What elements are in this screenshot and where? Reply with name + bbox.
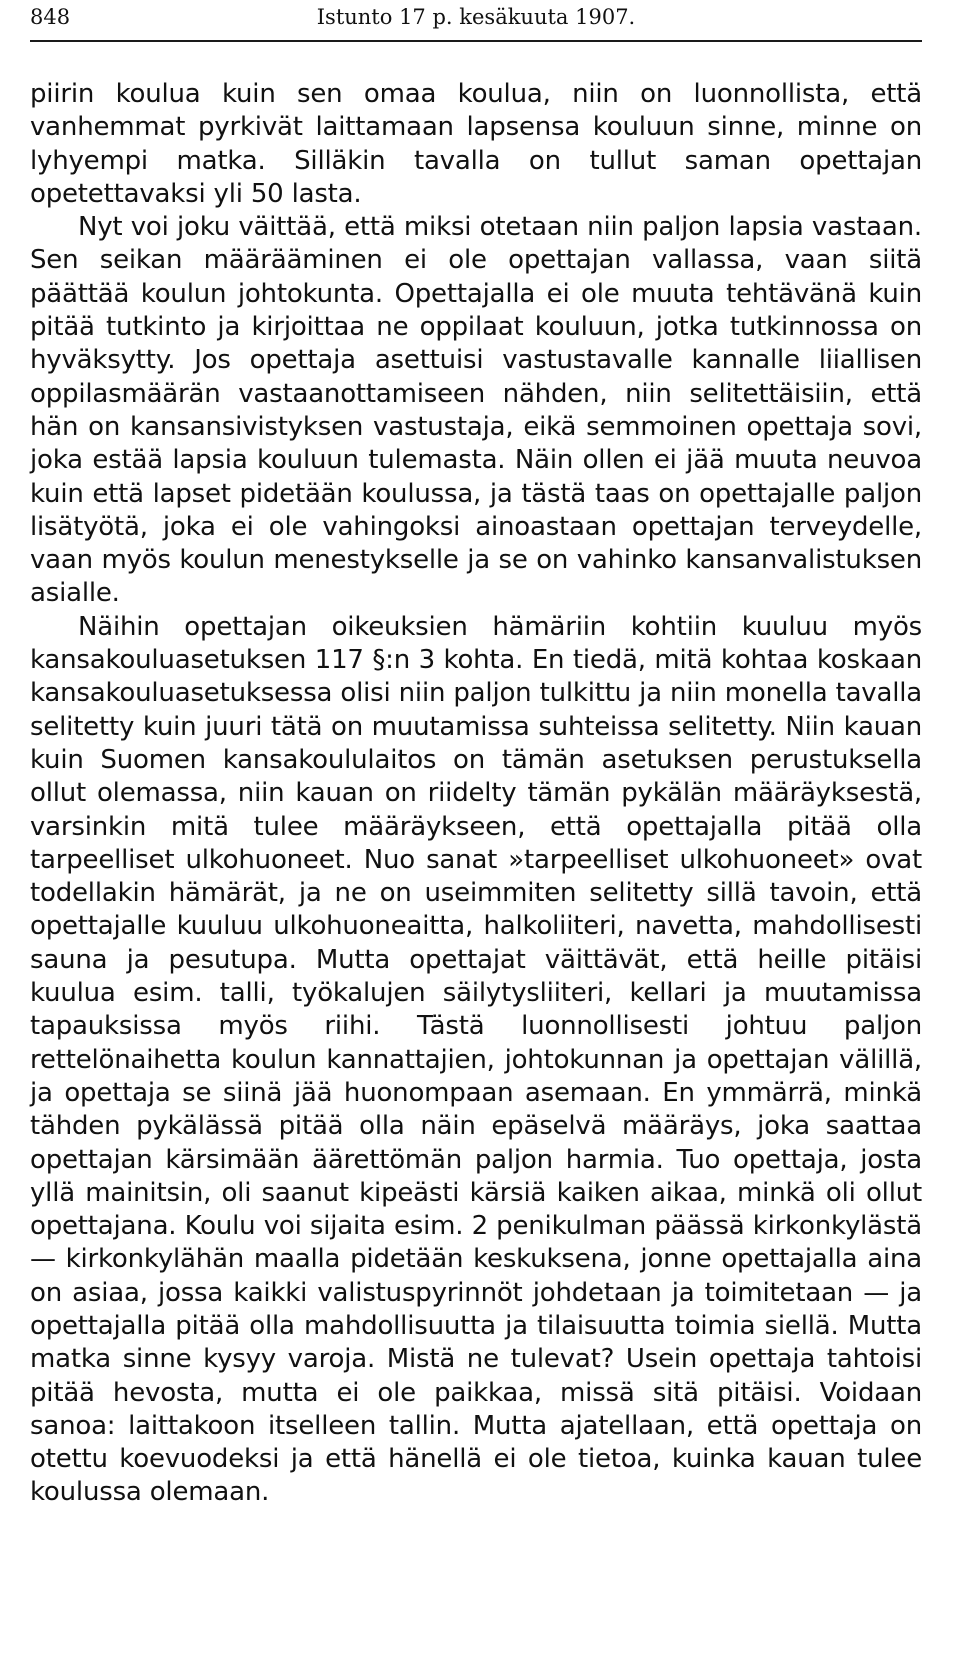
page-number: 848 <box>30 5 71 29</box>
paragraph: Nyt voi joku väittää, että miksi otetaan niin paljon lapsia vastaan. Sen seikan määrääminen ei ole opettajan vallassa, vaan siitä päättää koulun johtokunta. Opettajalla ei ole muuta tehtävänä kuin pitää tutkinto ja kirjoittaa ne oppilaat kouluun, jotka tutkinnossa on hyväksytty. Jos opettaja asettuisi vastustavalle kannalle liiallisen oppilasmäärän vastaanottamiseen nähden, niin selitettäisiin, että hän on kansansivistyksen vastustaja, eikä semmoinen opettaja sovi, joka estää lapsia kouluun tulemasta. Näin ollen ei jää muuta neuvoa kuin että lapset pidetään koulussa, ja tästä taas on opettajalle paljon lisätyötä, joka ei ole vahingoksi ainoastaan opettajan terveydelle, vaan myös koulun menestykselle ja se on vahinko kansanvalistuksen asialle. <box>30 212 922 609</box>
paragraph: Näihin opettajan oikeuksien hämäriin kohtiin kuuluu myös kansakouluasetuksen 117 §:n 3 kohta. En tiedä, mitä kohtaa koskaan kansakouluasetuksessa olisi niin paljon tulkittu ja niin monella tavalla selitetty kuin juuri tätä on muutamissa suhteissa selitetty. Niin kauan kuin Suomen kansakoululaitos on tämän asetuksen perustuksella ollut olemassa, niin kauan on riidelty tämän pykälän määräyksestä, varsinkin mitä tulee määräykseen, että opettajalla pitää olla tarpeelliset ulkohuoneet. Nuo sanat »tarpeelliset ulkohuoneet» ovat todellakin hämärät, ja ne on useimmiten selitetty sillä tavoin, että opettajalle kuuluu ulkohuoneaitta, halkoliiteri, navetta, mahdollisesti sauna ja pesutupa. Mutta opettajat väittävät, että heille pitäisi kuulua esim. talli, työkalujen säilytysliiteri, kellari ja muutamissa tapauksissa myös riihi. Tästä luonnollisesti johtuu paljon rettelönaihetta koulun kannattajien, johtokunnan ja opettajan välillä, ja opettaja se siinä jää huonompaan asemaan. En ymmärrä, minkä tähden pykälässä pitää olla näin epäselvä määräys, joka saattaa opettajan kärsimään äärettömän paljon harmia. Tuo opettaja, josta yllä mainitsin, oli saanut kipeästi kärsiä kaiken aikaa, minkä oli ollut opettajana. Koulu voi sijaita esim. 2 penikulman päässä kirkonkylästä — kirkonkylähän maalla pidetään keskuksena, jonne opettajalla aina on asiaa, jossa kaikki valistuspyrinnöt johdetaan ja toimitetaan — ja opettajalla pitää olla mahdollisuutta ja tilaisuutta toimia siellä. Mutta matka sinne kysyy varoja. Mistä ne tulevat? Usein opettaja tahtoisi pitää hevosta, mutta ei ole paikkaa, missä sitä pitäisi. Voidaan sanoa: laittakoon itselleen tallin. Mutta ajatellaan, että opettaja on otettu koevuodeksi ja että hänellä ei ole tietoa, kuinka kauan tulee koulussa olemaan. <box>30 611 922 1508</box>
header-rule <box>30 40 922 42</box>
running-head: Istunto 17 p. kesäkuuta 1907. <box>316 5 636 29</box>
page-header <box>30 2 922 32</box>
paragraph: piirin koulua kuin sen omaa koulua, niin on luonnollista, että vanhemmat pyrkivät laittamaan lapsensa kouluun sinne, minne on lyhyempi matka. Silläkin tavalla on tullut saman opettajan opetettavaksi yli 50 lasta. <box>30 79 922 209</box>
body-text <box>30 78 922 1510</box>
